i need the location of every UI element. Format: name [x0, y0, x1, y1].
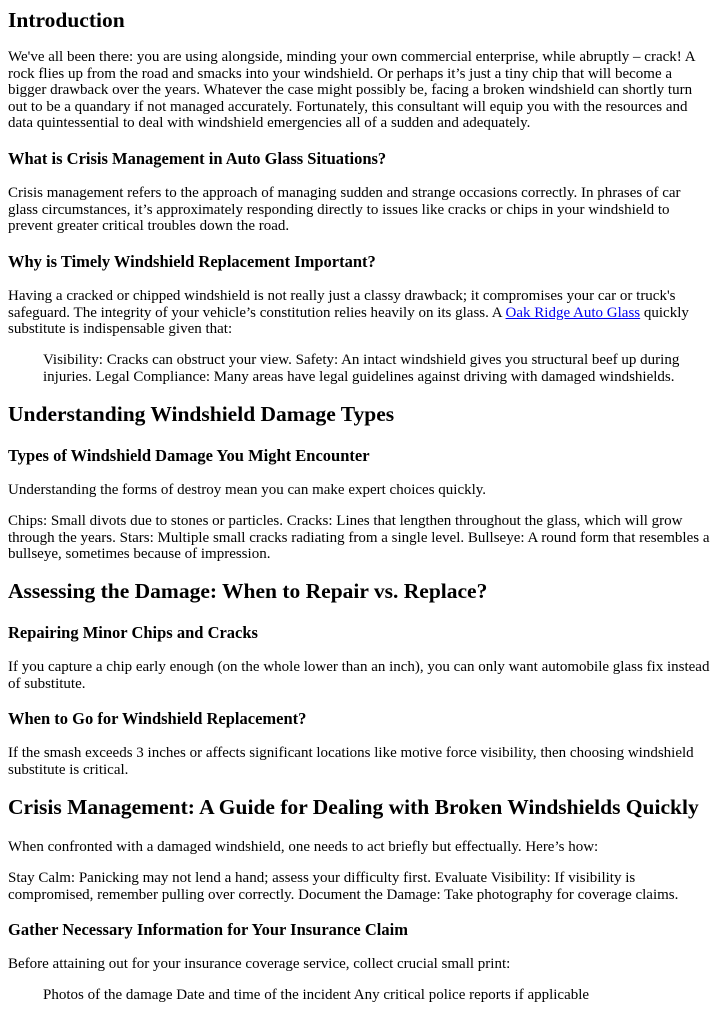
when-paragraph: If the smash exceeds 3 inches or affects significant locations like motive force visibility, then choosing windshield substitute is critical.	[8, 745, 694, 778]
repairing-heading: Repairing Minor Chips and Cracks	[8, 623, 258, 642]
types-intro-paragraph: Understanding the forms of destroy mean you can make expert choices quickly.	[8, 482, 487, 498]
when-heading: When to Go for Windshield Replacement?	[8, 709, 307, 728]
crisis-heading: What is Crisis Management in Auto Glass Situations?	[8, 149, 387, 168]
timely-heading: Why is Timely Windshield Replacement Important?	[8, 252, 376, 271]
oak-ridge-auto-glass-link[interactable]: Oak Ridge Auto Glass	[505, 304, 641, 321]
types-list-paragraph: Chips: Small divots due to stones or particles. Cracks: Lines that lengthen throughout the glass, which will grow through the years. Stars: Multiple small cracks radiating from a single level. Bullseye: A round form that resembles a bullseye, sometimes because of impression.	[8, 513, 710, 562]
crisis-paragraph: Crisis management refers to the approach of managing sudden and strange occasions correctly. In phrases of car glass circumstances, it’s approximately responding directly to issues like cracks or chips in your windshield to prevent greater critical troubles down the road.	[8, 185, 681, 234]
types-heading: Types of Windshield Damage You Might Encounter	[8, 446, 370, 465]
gather-paragraph: Before attaining out for your insurance coverage service, collect crucial small print:	[8, 956, 511, 972]
guide-steps-paragraph: Stay Calm: Panicking may not lend a hand; assess your difficulty first. Evaluate Visibility: If visibility is compromised, remember pulling over correctly. Document the Damage: Take photography for coverage claims.	[8, 870, 679, 903]
gather-quote: Photos of the damage Date and time of the incident Any critical police reports if applicable	[43, 987, 590, 1003]
timely-quote: Visibility: Cracks can obstruct your view. Safety: An intact windshield gives you structural beef up during injuries. Legal Compliance: Many areas have legal guidelines against driving with damaged windshields.	[43, 352, 680, 385]
intro-paragraph: We've all been there: you are using alongside, minding your own commercial enterprise, while abruptly – crack! A rock flies up from the road and smacks into your windshield. Or perhaps it’s just a tiny chip that will become a bigger drawback over the years. Whatever the case might possibly be, facing a broken windshield can shortly turn out to be a quandary if not managed accurately. Fortunately, this consultant will equip you with the resources and data quintessential to deal with windshield emergencies all of a sudden and adequately.	[8, 49, 695, 131]
timely-text-after: quickly substitute is indispensable given that:	[8, 304, 689, 337]
understanding-heading: Understanding Windshield Damage Types	[8, 402, 395, 426]
guide-intro-paragraph: When confronted with a damaged windshield, one needs to act briefly but effectually. Here’s how:	[8, 839, 599, 855]
guide-heading: Crisis Management: A Guide for Dealing with Broken Windshields Quickly	[8, 795, 699, 819]
assessing-heading: Assessing the Damage: When to Repair vs. Replace?	[8, 579, 488, 603]
timely-text-before: Having a cracked or chipped windshield is not really just a classy drawback; it compromises your car or truck's safeguard. The integrity of your vehicle’s constitution relies heavily on its glass. A	[8, 288, 676, 321]
gather-heading: Gather Necessary Information for Your Insurance Claim	[8, 920, 408, 939]
intro-heading: Introduction	[8, 8, 125, 32]
repairing-paragraph: If you capture a chip early enough (on the whole lower than an inch), you can only want automobile glass fix instead of substitute.	[8, 659, 710, 692]
timely-paragraph	[8, 288, 714, 338]
